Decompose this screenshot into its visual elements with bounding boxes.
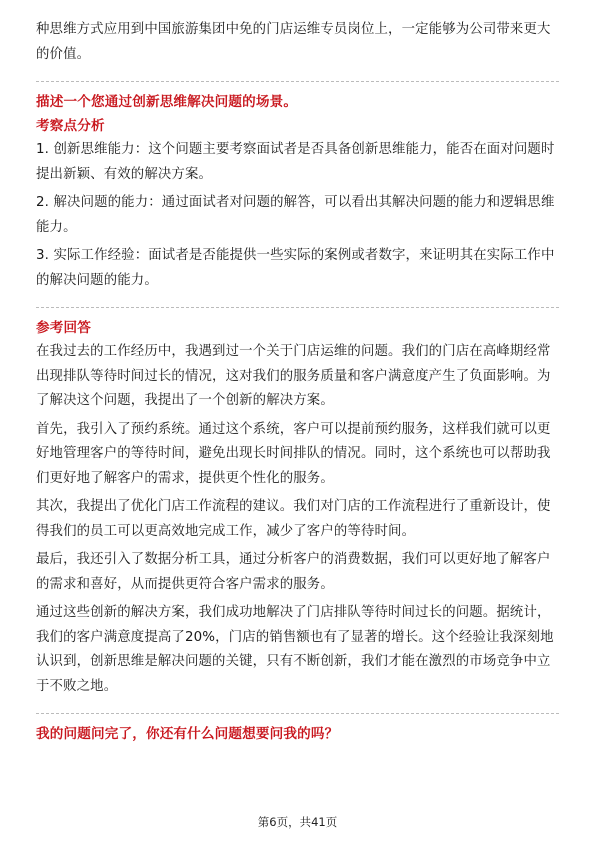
page-number: 第6页，共41页	[257, 815, 338, 829]
answer-paragraph-5: 通过这些创新的解决方案，我们成功地解决了门店排队等待时间过长的问题。据统计，我们的客户满意度提高了20%，门店的销售额也有了显著的增长。这个经验让我深刻地认识到，创新思维是解决问题的关键，只有不断创新，我们才能在激烈的市场竞争中立于不败之地。	[36, 605, 554, 694]
analysis-item-2: 2. 解决问题的能力：通过面试者对问题的解答，可以看出其解决问题的能力和逻辑思维能力。	[36, 195, 555, 235]
section-divider	[36, 307, 559, 308]
answer-paragraph-4: 最后，我还引入了数据分析工具，通过分析客户的消费数据，我们可以更好地了解客户的需求和喜好，从而提供更符合客户需求的服务。	[36, 552, 551, 592]
answer-paragraph-3: 其次，我提出了优化门店工作流程的建议。我们对门店的工作流程进行了重新设计，使得我们的员工可以更高效地完成工作，减少了客户的等待时间。	[36, 499, 551, 539]
section-divider	[36, 81, 559, 82]
closing-question: 我的问题问完了，你还有什么问题想要问我的吗？	[36, 726, 339, 742]
answer-paragraph-2: 首先，我引入了预约系统。通过这个系统，客户可以提前预约服务，这样我们就可以更好地管理客户的等待时间，避免出现长时间排队的情况。同时，这个系统也可以帮助我们更好地了解客户的需求，提供更个性化的服务。	[36, 421, 551, 486]
answer-paragraph-1: 在我过去的工作经历中，我遇到过一个关于门店运维的问题。我们的门店在高峰期经常出现排队等待时间过长的情况，这对我们的服务质量和客户满意度产生了负面影响。为了解决这个问题，我提出了一个创新的解决方案。	[36, 344, 551, 408]
answer-heading: 参考回答	[36, 320, 91, 336]
intro-paragraph: 种思维方式应用到中国旅游集团中免的门店运维专员岗位上，一定能够为公司带来更大的价值。	[36, 22, 551, 62]
interview-question: 描述一个您通过创新思维解决问题的场景。	[36, 94, 298, 110]
document-page	[36, 18, 559, 746]
section-divider	[36, 713, 559, 714]
analysis-item-1: 1. 创新思维能力：这个问题主要考察面试者是否具备创新思维能力，能否在面对问题时提出新颖、有效的解决方案。	[36, 142, 555, 182]
analysis-heading: 考察点分析	[36, 118, 105, 134]
analysis-item-3: 3. 实际工作经验：面试者是否能提供一些实际的案例或者数字，来证明其在实际工作中的解决问题的能力。	[36, 248, 555, 288]
